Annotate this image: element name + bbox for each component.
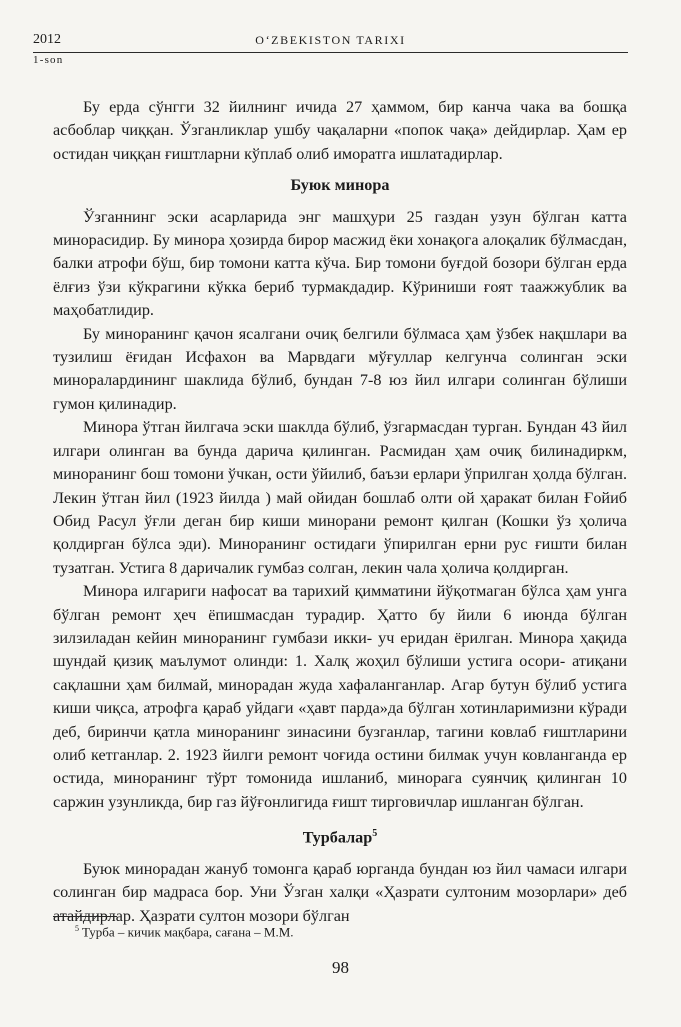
paragraph: Бу ерда сўнгги 32 йилнинг ичида 27 ҳаммом, бир канча чака ва бошқа асбоблар чиққан. Ўзганликлар ушбу чақаларни «попок чақа» дейдирлар. Ҳам ер остидан чиққан ғиштларни кўплаб олиб иморатга ишлатадирлар. — [53, 98, 627, 163]
footnote-text: Турба – кичик мақбара, сағана – М.М. — [82, 924, 294, 940]
footnote-divider — [53, 916, 117, 917]
paragraph: Буюк минорадан жануб томонга қараб юрганда бундан юз йил чамаси илгари солинган бир мадраса бор. Уни Ўзган халқи «Ҳазрати султоним мозорлари» деб атайдирлар. Ҳазрати султон мозори бўлган — [53, 859, 627, 925]
header-journal-title: O‘ZBEKISTON TARIXI — [255, 33, 406, 47]
section-heading-text: Турбалар — [302, 828, 373, 847]
footnote-marker: 5 — [75, 924, 79, 933]
section-heading — [53, 174, 627, 197]
paragraph: Бу миноранинг қачон ясалгани очиқ белгили бўлмаса ҳам ўзбек нақшлари ва тузилиш ёғидан Исфахон ва Марвдаги мўғуллар келгунча солинган эски миноралардининг шаклида бўлиб, бундан 7-8 юз йил илгари солинган бўлиши гумон қилинадир. — [53, 324, 627, 413]
footnote-reference: 5 — [372, 828, 378, 840]
body-text — [53, 96, 627, 928]
footnote — [75, 924, 294, 940]
paragraph: Ўзганнинг эски асарларида энг машҳури 25 газдан узун бўлган катта минорасидир. Бу минора ҳозирда бирор масжид ёки хонақога алоқалик бўлмасдан, балки атрофи бўш, бир томони катта кўча. Бир томони буғдой бозори бўлган ерда ёлғиз ўзи кўкрагини кўкка бериб турмакдадир. Кўриниши ғоят таажжублик ва маҳобатлидир. — [53, 207, 627, 320]
header-issue: 1-son — [33, 54, 64, 66]
paragraph: Минора ўтган йилгача эски шаклда бўлиб, ўзгармасдан турган. Бундан 43 йил илгари олинган ва бунда дарича қилинган. Расмидан ҳам очиқ билинадиркм, миноранинг бош томони ўчкан, ости ўйилиб, баъзи ерлари ўприлган ҳолда бўлган. Лекин ўтган йил (1923 йилда ) май ойидан бошлаб олти ой ҳаракат билан Ғойиб Обид Расул ўғли деган бир киши минорани ремонт қилган (Кошки ўз ҳолича қолдирган бўлса эди). Миноранинг остидаги ўпирилган ерни рус ғишти билан тузатган. Устига 8 даричалик гумбаз солган, лекин чала ҳолича қолдирган. — [53, 418, 627, 577]
running-header — [33, 30, 628, 53]
header-year: 2012 — [33, 32, 61, 47]
section-heading — [53, 822, 627, 850]
section-heading-text: Буюк минора — [290, 176, 390, 195]
paragraph: Минора илгариги нафосат ва тарихий қимматини йўқотмаган бўлса ҳам унга бўлган ремонт ҳеч ёпишмасдан турадир. Ҳатто бу йили 6 июнда бўлган зилзиладан кейин миноранинг гумбази икки- уч еридан ёрилган. Минора ҳақида шундай қизиқ маълумот олинди: 1. Халқ жоҳил бўлиши устига осори- атиқани сақлашни ҳам билмай, минорадан жуда хафаланганлар. Агар бутун бўлиб устига киши чиқса, атрофга қараб уйдаги «ҳавт парда»да бўлган хотинларимизни кўради деб, биринчи қатла миноранинг зинасини бузганлар, тагини ковлаб ғиштларини олиб кетганлар. 2. 1923 йилги ремонт чоғида остини билмак учун ковланганда ер остида, миноранинг тўрт томонида ишланиб, минорага суянчиқ қилинган 10 саржин узунликда, бир газ йўғонлигида ғишт тирговичлар ишланган бўлган. — [53, 582, 627, 811]
page-number: 98 — [332, 958, 349, 977]
